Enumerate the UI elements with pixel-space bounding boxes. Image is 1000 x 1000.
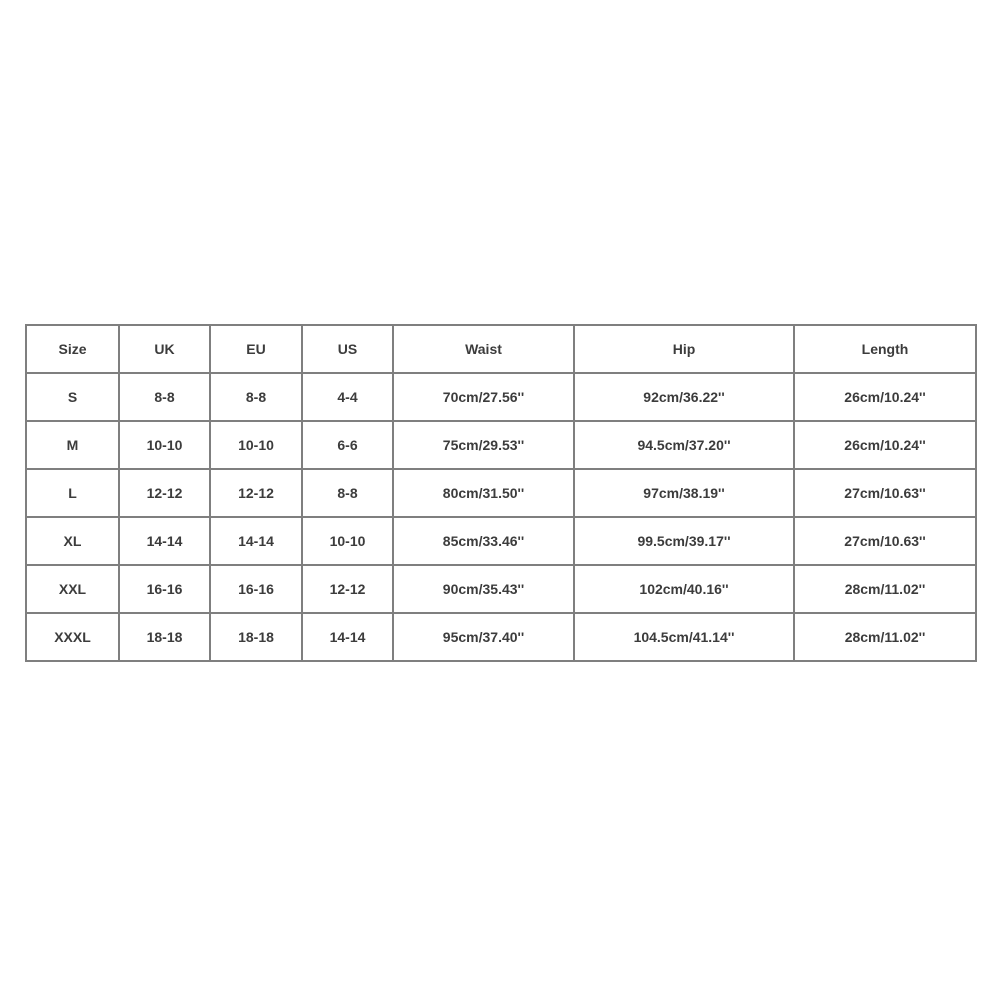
cell-eu: 12-12 bbox=[210, 469, 302, 517]
cell-length: 27cm/10.63'' bbox=[794, 517, 976, 565]
cell-eu: 18-18 bbox=[210, 613, 302, 661]
cell-hip: 99.5cm/39.17'' bbox=[574, 517, 794, 565]
table-row bbox=[26, 613, 976, 661]
cell-uk: 18-18 bbox=[119, 613, 210, 661]
cell-us: 8-8 bbox=[302, 469, 393, 517]
cell-length: 28cm/11.02'' bbox=[794, 565, 976, 613]
cell-eu: 10-10 bbox=[210, 421, 302, 469]
cell-uk: 16-16 bbox=[119, 565, 210, 613]
header-cell-uk: UK bbox=[119, 325, 210, 373]
cell-size: XXL bbox=[26, 565, 119, 613]
header-cell-us: US bbox=[302, 325, 393, 373]
cell-length: 27cm/10.63'' bbox=[794, 469, 976, 517]
cell-size: M bbox=[26, 421, 119, 469]
cell-length: 28cm/11.02'' bbox=[794, 613, 976, 661]
cell-waist: 95cm/37.40'' bbox=[393, 613, 574, 661]
table-row bbox=[26, 469, 976, 517]
cell-hip: 92cm/36.22'' bbox=[574, 373, 794, 421]
cell-length: 26cm/10.24'' bbox=[794, 373, 976, 421]
cell-size: XXXL bbox=[26, 613, 119, 661]
cell-size: S bbox=[26, 373, 119, 421]
cell-hip: 104.5cm/41.14'' bbox=[574, 613, 794, 661]
header-cell-length: Length bbox=[794, 325, 976, 373]
cell-eu: 8-8 bbox=[210, 373, 302, 421]
cell-waist: 90cm/35.43'' bbox=[393, 565, 574, 613]
cell-us: 6-6 bbox=[302, 421, 393, 469]
cell-uk: 12-12 bbox=[119, 469, 210, 517]
cell-us: 12-12 bbox=[302, 565, 393, 613]
table-header bbox=[26, 325, 976, 373]
table-row bbox=[26, 517, 976, 565]
cell-size: L bbox=[26, 469, 119, 517]
cell-waist: 85cm/33.46'' bbox=[393, 517, 574, 565]
table-row bbox=[26, 421, 976, 469]
cell-size: XL bbox=[26, 517, 119, 565]
header-cell-waist: Waist bbox=[393, 325, 574, 373]
cell-waist: 80cm/31.50'' bbox=[393, 469, 574, 517]
table-row bbox=[26, 565, 976, 613]
cell-uk: 14-14 bbox=[119, 517, 210, 565]
size-chart-table bbox=[25, 324, 977, 662]
cell-waist: 75cm/29.53'' bbox=[393, 421, 574, 469]
header-cell-size: Size bbox=[26, 325, 119, 373]
cell-waist: 70cm/27.56'' bbox=[393, 373, 574, 421]
cell-eu: 14-14 bbox=[210, 517, 302, 565]
cell-uk: 8-8 bbox=[119, 373, 210, 421]
cell-hip: 94.5cm/37.20'' bbox=[574, 421, 794, 469]
cell-eu: 16-16 bbox=[210, 565, 302, 613]
table-body bbox=[26, 373, 976, 661]
header-row bbox=[26, 325, 976, 373]
cell-us: 14-14 bbox=[302, 613, 393, 661]
header-cell-hip: Hip bbox=[574, 325, 794, 373]
cell-us: 10-10 bbox=[302, 517, 393, 565]
cell-hip: 102cm/40.16'' bbox=[574, 565, 794, 613]
cell-uk: 10-10 bbox=[119, 421, 210, 469]
cell-us: 4-4 bbox=[302, 373, 393, 421]
cell-length: 26cm/10.24'' bbox=[794, 421, 976, 469]
table-row bbox=[26, 373, 976, 421]
cell-hip: 97cm/38.19'' bbox=[574, 469, 794, 517]
header-cell-eu: EU bbox=[210, 325, 302, 373]
